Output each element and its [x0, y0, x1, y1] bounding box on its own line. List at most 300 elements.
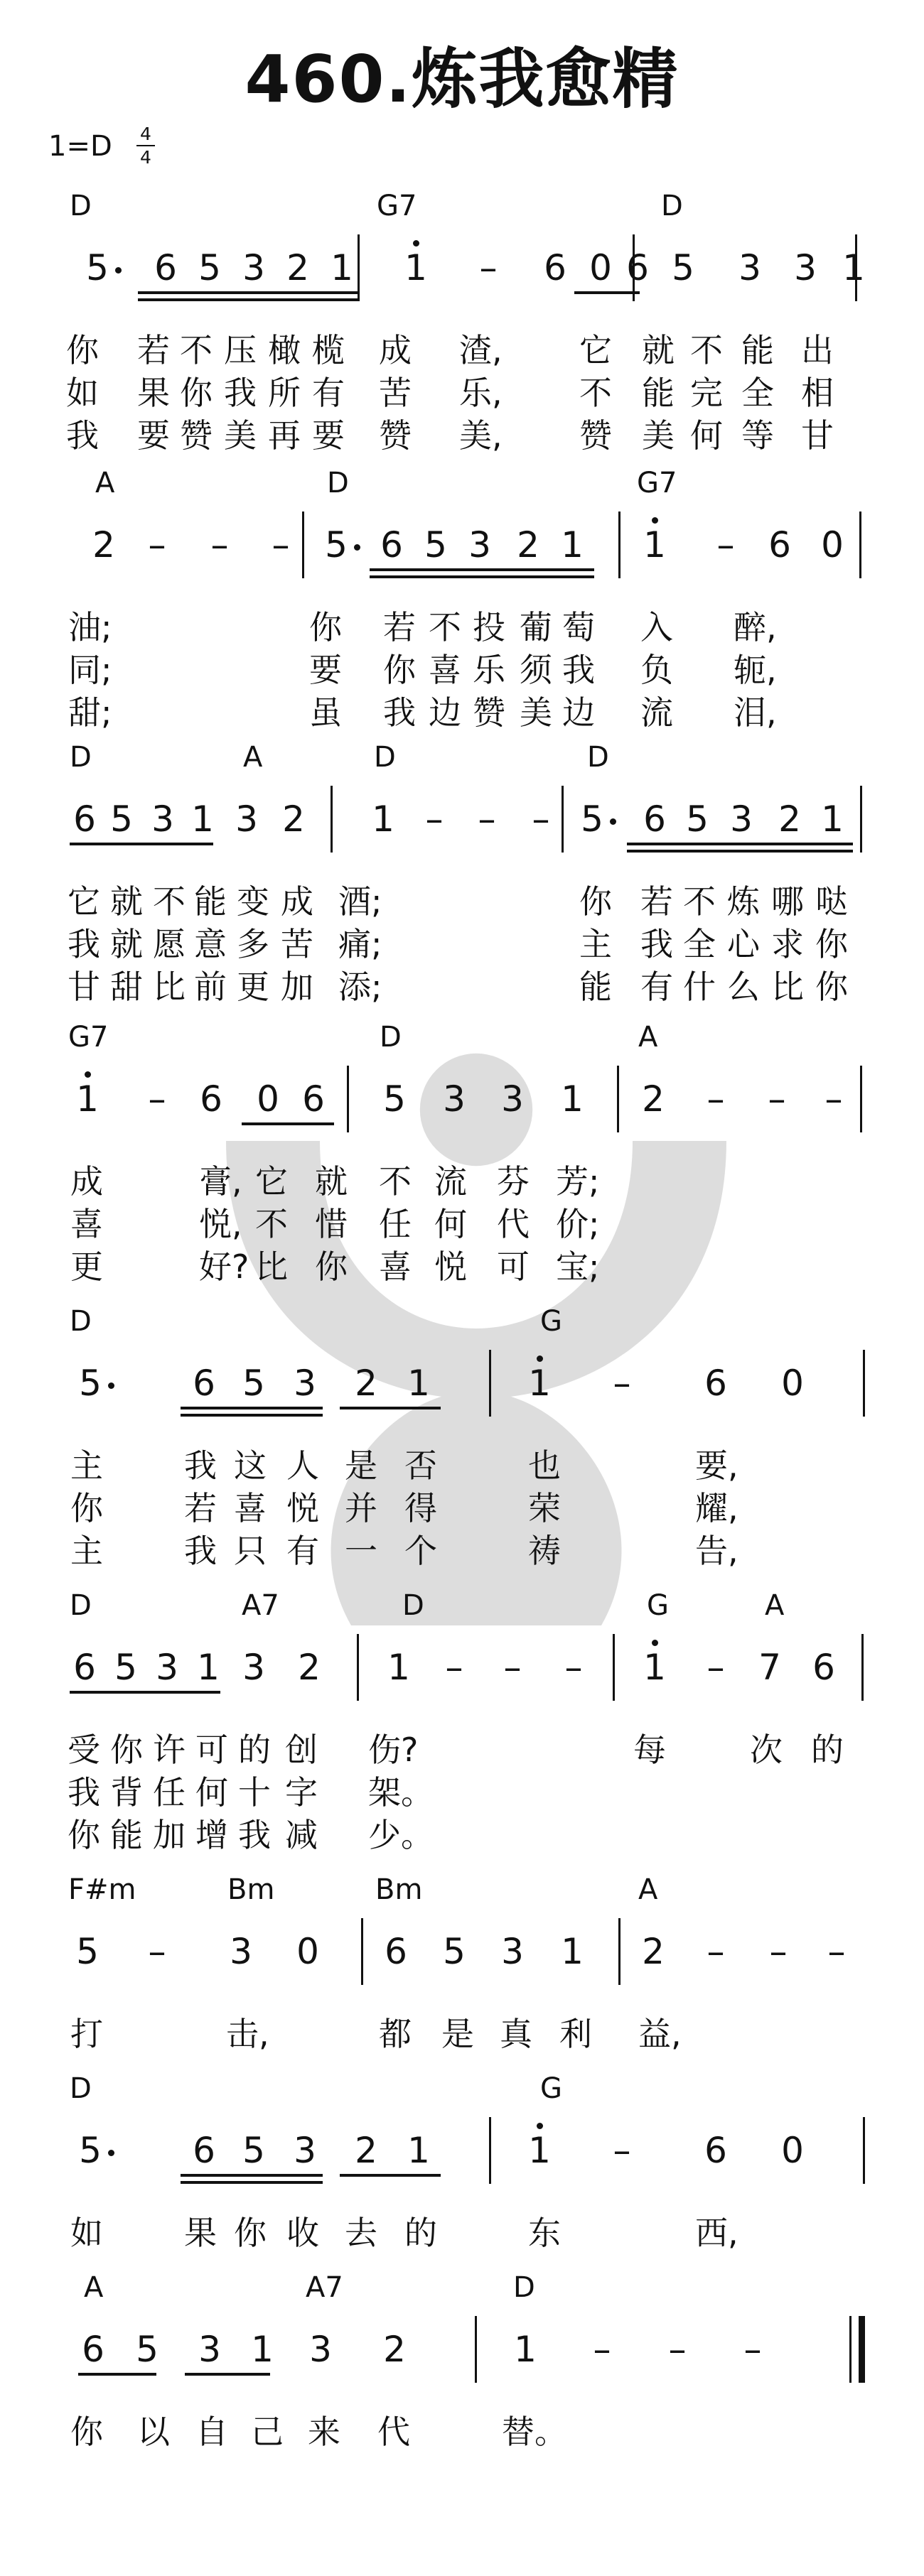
note: – [532, 799, 550, 840]
lyric-syllable: 你 [110, 1731, 143, 1769]
lyric-syllable: 出 [801, 331, 834, 369]
chord-symbol: D [513, 2271, 535, 2304]
lyric-syllable: 甜; [68, 693, 112, 732]
lyric-syllable: 荣 [528, 1489, 561, 1527]
lyric-syllable: 不 [683, 882, 716, 921]
barline [562, 786, 564, 853]
lyric-syllable: 泪, [734, 693, 777, 732]
lyric-syllable: 比 [153, 968, 186, 1006]
lyric-syllable: 你 [234, 2214, 267, 2252]
lyric-syllable: 主 [70, 1446, 103, 1485]
note: – [210, 524, 229, 565]
lyric-syllable: 美 [520, 693, 552, 732]
note: 1 [191, 799, 214, 840]
lyric-syllable: 膏, [199, 1162, 242, 1201]
score-system [0, 1307, 924, 1577]
lyric-syllable: 更 [70, 1248, 103, 1286]
lyric-syllable: 边 [562, 693, 595, 732]
lyric-syllable: 若 [383, 608, 416, 646]
chord-symbol: A [638, 1021, 658, 1054]
note: 3 [156, 1647, 178, 1688]
note: 1 [387, 1647, 410, 1688]
lyric-syllable: 击, [226, 2015, 269, 2053]
time-unit: 4 [140, 147, 151, 168]
lyric-syllable: 背 [110, 1773, 143, 1812]
lyric-syllable: 否 [404, 1446, 437, 1485]
lyric-syllable: 压 [224, 331, 257, 369]
lyric-syllable: 意 [194, 925, 227, 963]
beam-underline [762, 843, 853, 845]
lyric-syllable: 得 [404, 1489, 437, 1527]
note: 6 [302, 1078, 325, 1120]
beam-underline [181, 1414, 323, 1417]
beam-underline [340, 2174, 441, 2177]
score-system [0, 192, 924, 462]
lyric-syllable: 我 [184, 1532, 217, 1570]
lyric-syllable: 能 [579, 968, 612, 1006]
lyric-syllable: 自 [195, 2413, 228, 2451]
note: – [148, 524, 166, 565]
barline [302, 512, 304, 578]
lyric-syllable: 你 [579, 882, 612, 921]
note: 3 [794, 247, 817, 288]
lyric-syllable: 全 [741, 374, 774, 412]
lyric-syllable: 创 [285, 1731, 318, 1769]
note: 2 [92, 524, 115, 565]
lyric-syllable: 美 [642, 416, 675, 455]
note: 2 [355, 1363, 377, 1404]
octave-dot [85, 1071, 91, 1078]
note: 3 [730, 799, 753, 840]
lyric-syllable: 代 [497, 1205, 530, 1243]
barline [357, 1634, 359, 1701]
lyric-syllable: 橄 [268, 331, 301, 369]
note: 3 [443, 1078, 466, 1120]
chord-symbol: F#m [68, 1873, 136, 1906]
note: 6 [380, 524, 403, 565]
time-beats: 4 [140, 124, 151, 144]
beam-underline [627, 850, 853, 853]
beam-underline [185, 2373, 270, 2376]
note: 0 [781, 1363, 804, 1404]
lyric-syllable: 能 [741, 331, 774, 369]
lyric-syllable: 何 [195, 1773, 228, 1812]
lyric-syllable: 许 [153, 1731, 186, 1769]
note: 5 [110, 799, 133, 840]
lyric-syllable: 并 [345, 1489, 377, 1527]
lyric-syllable: 只 [234, 1532, 267, 1570]
note: 0 [257, 1078, 279, 1120]
note: 1 [404, 247, 427, 288]
note: 1 [643, 1647, 666, 1688]
note: 6 [73, 1647, 96, 1688]
lyric-syllable: 所 [268, 374, 301, 412]
note: 5 [443, 1931, 466, 1972]
note: – [425, 799, 444, 840]
lyric-syllable: 不 [180, 331, 213, 369]
beam-underline [78, 2373, 156, 2376]
note: 6 [154, 247, 177, 288]
chord-symbol: D [402, 1589, 424, 1622]
beam-underline [574, 291, 640, 294]
note: – [478, 799, 496, 840]
note: 3 [738, 247, 761, 288]
lyric-syllable: 祷 [528, 1532, 561, 1570]
note: – [668, 2329, 687, 2370]
lyric-syllable: 十 [238, 1773, 271, 1812]
augmentation-dot [108, 2150, 114, 2156]
note: 1 [76, 1078, 99, 1120]
barline [860, 1066, 862, 1132]
lyric-syllable: 就 [110, 882, 143, 921]
note: 1 [197, 1647, 220, 1688]
lyric-syllable: 同; [68, 651, 112, 689]
note: 6 [704, 1363, 727, 1404]
note: – [707, 1931, 725, 1972]
octave-dot [537, 2123, 543, 2129]
note: – [743, 2329, 762, 2370]
lyric-syllable: 悦 [286, 1489, 319, 1527]
lyric-syllable: 都 [379, 2015, 412, 2053]
lyric-syllable: 真 [500, 2015, 532, 2053]
lyric-syllable: 好? [199, 1248, 249, 1286]
lyric-syllable: 惜 [315, 1205, 348, 1243]
lyric-syllable: 更 [237, 968, 269, 1006]
chord-symbol: G [647, 1589, 669, 1622]
chord-symbol: A [765, 1589, 785, 1622]
barline [618, 512, 621, 578]
note: 6 [643, 799, 666, 840]
lyric-syllable: 喜 [234, 1489, 267, 1527]
lyric-syllable: 伤? [368, 1731, 419, 1769]
note: 3 [198, 2329, 221, 2370]
note: 1 [561, 1078, 584, 1120]
augmentation-dot [108, 1382, 114, 1389]
lyric-syllable: 美 [224, 416, 257, 455]
chord-symbol: D [70, 1589, 92, 1622]
score-system [0, 1023, 924, 1293]
lyric-syllable: 一 [345, 1532, 377, 1570]
lyric-syllable: 就 [110, 925, 143, 963]
note: 1 [842, 247, 865, 288]
note: 1 [407, 2130, 430, 2171]
chord-symbol: D [587, 741, 609, 774]
lyric-syllable: 可 [195, 1731, 228, 1769]
lyric-syllable: 全 [683, 925, 716, 963]
lyric-syllable: 你 [70, 1489, 103, 1527]
lyric-syllable: 何 [434, 1205, 467, 1243]
lyric-syllable: 悦, [199, 1205, 242, 1243]
lyric-syllable: 乐 [473, 651, 505, 689]
chord-symbol: D [374, 741, 396, 774]
lyric-syllable: 耀, [695, 1489, 738, 1527]
note: 3 [309, 2329, 332, 2370]
note: 5 [79, 2130, 102, 2171]
augmentation-dot [610, 818, 616, 825]
beam-underline [70, 843, 213, 845]
beam-underline [70, 1691, 220, 1694]
lyric-syllable: 哒 [815, 882, 848, 921]
note: 1 [643, 524, 666, 565]
lyric-syllable: 萄 [562, 608, 595, 646]
note: 6 [768, 524, 791, 565]
lyric-syllable: 少。 [368, 1816, 434, 1854]
note: 1 [561, 1931, 584, 1972]
lyric-syllable: 不 [690, 331, 723, 369]
note: – [768, 1078, 786, 1120]
chord-symbol: Bm [227, 1873, 275, 1906]
lyric-syllable: 是 [345, 1446, 377, 1485]
chord-symbol: G7 [68, 1021, 109, 1054]
barline [361, 1918, 363, 1985]
note: – [148, 1078, 166, 1120]
lyric-syllable: 如 [70, 2214, 103, 2252]
lyric-syllable: 若 [184, 1489, 217, 1527]
octave-dot [652, 517, 658, 524]
lyric-syllable: 成 [281, 882, 313, 921]
barline [863, 1350, 865, 1417]
lyric-syllable: 有 [640, 968, 673, 1006]
chord-symbol: D [70, 741, 92, 774]
lyric-syllable: 我 [68, 1773, 100, 1812]
note: 3 [501, 1931, 524, 1972]
chord-symbol: D [380, 1021, 402, 1054]
lyric-syllable: 能 [110, 1816, 143, 1854]
note: 6 [73, 799, 96, 840]
note: 6 [82, 2329, 104, 2370]
lyric-syllable: 主 [70, 1532, 103, 1570]
lyric-syllable: 每 [633, 1731, 666, 1769]
lyric-syllable: 要 [309, 651, 342, 689]
lyric-syllable: 价; [556, 1205, 600, 1243]
lyric-syllable: 字 [285, 1773, 318, 1812]
lyric-syllable: 受 [68, 1731, 100, 1769]
lyric-syllable: 边 [429, 693, 461, 732]
chord-symbol: G7 [377, 190, 417, 222]
barline [860, 786, 862, 853]
lyric-syllable: 赞 [473, 693, 505, 732]
lyric-syllable: 甘 [68, 968, 100, 1006]
note: 1 [407, 1363, 430, 1404]
lyric-syllable: 赞 [579, 416, 612, 455]
lyric-syllable: 不 [429, 608, 461, 646]
lyric-syllable: 利 [559, 2015, 592, 2053]
lyric-syllable: 甘 [801, 416, 834, 455]
note: 3 [151, 799, 174, 840]
lyric-syllable: 减 [285, 1816, 318, 1854]
note: – [707, 1078, 725, 1120]
lyric-syllable: 我 [224, 374, 257, 412]
lyric-syllable: 葡 [520, 608, 552, 646]
lyric-syllable: 添; [338, 968, 382, 1006]
lyric-syllable: 炼 [727, 882, 760, 921]
note: 6 [193, 2130, 215, 2171]
beam-underline [500, 568, 594, 571]
note: – [564, 1647, 583, 1688]
lyric-syllable: 虽 [309, 693, 342, 732]
note: – [613, 2130, 631, 2171]
barline [617, 1066, 619, 1132]
note: 1 [528, 1363, 551, 1404]
lyric-syllable: 油; [68, 608, 112, 646]
note: 6 [812, 1647, 835, 1688]
note: – [445, 1647, 463, 1688]
lyric-syllable: 我 [640, 925, 673, 963]
lyric-syllable: 若 [640, 882, 673, 921]
note: 3 [468, 524, 491, 565]
note: 3 [230, 1931, 252, 1972]
lyric-syllable: 赞 [379, 416, 412, 455]
lyric-syllable: 你 [68, 1816, 100, 1854]
lyric-syllable: 甜 [110, 968, 143, 1006]
chord-symbol: G [540, 2072, 562, 2105]
lyric-syllable: 东 [528, 2214, 561, 2252]
note: 1 [514, 2329, 537, 2370]
barline [331, 786, 333, 853]
note: 5 [76, 1931, 99, 1972]
augmentation-dot [115, 267, 122, 274]
beam-underline [370, 575, 594, 578]
lyric-syllable: 如 [66, 374, 99, 412]
note: – [827, 1931, 846, 1972]
lyric-syllable: 己 [251, 2413, 284, 2451]
chord-symbol: D [327, 467, 349, 499]
lyric-syllable: 酒; [338, 882, 382, 921]
lyric-syllable: 我 [184, 1446, 217, 1485]
lyric-syllable: 你 [70, 2413, 103, 2451]
lyric-syllable: 果 [184, 2214, 217, 2252]
score-system [0, 743, 924, 1013]
lyric-syllable: 它 [579, 331, 612, 369]
lyric-syllable: 求 [771, 925, 804, 963]
lyric-syllable: 比 [255, 1248, 288, 1286]
beam-underline [181, 1407, 323, 1409]
lyric-syllable: 相 [801, 374, 834, 412]
lyric-syllable: 醉, [734, 608, 777, 646]
lyric-syllable: 益, [638, 2015, 682, 2053]
note: 1 [251, 2329, 274, 2370]
lyric-syllable: 收 [286, 2214, 319, 2252]
octave-dot [413, 240, 419, 247]
note: – [707, 1647, 725, 1688]
lyric-syllable: 西, [695, 2214, 738, 2252]
lyric-syllable: 它 [68, 882, 100, 921]
note: 6 [385, 1931, 407, 1972]
note: 5 [686, 799, 709, 840]
note: 0 [781, 2130, 804, 2171]
note: – [716, 524, 735, 565]
lyric-syllable: 有 [312, 374, 345, 412]
chord-symbol: D [70, 1305, 92, 1338]
lyric-syllable: 若 [137, 331, 170, 369]
note: 5 [136, 2329, 159, 2370]
note: 5 [79, 1363, 102, 1404]
lyric-syllable: 负 [640, 651, 673, 689]
lyric-syllable: 要 [137, 416, 170, 455]
chord-symbol: D [70, 190, 92, 222]
note: 2 [642, 1078, 665, 1120]
barline [861, 1634, 864, 1701]
lyric-syllable: 喜 [429, 651, 461, 689]
lyric-syllable: 不 [579, 374, 612, 412]
barline [859, 512, 861, 578]
lyric-syllable: 以 [137, 2413, 170, 2451]
note: 1 [372, 799, 394, 840]
note: 5 [242, 1363, 265, 1404]
note: 5 [86, 247, 109, 288]
note: 5 [242, 2130, 265, 2171]
lyric-syllable: 你 [309, 608, 342, 646]
chord-symbol: A [84, 2271, 104, 2304]
lyric-syllable: 什 [683, 968, 716, 1006]
lyric-syllable: 增 [195, 1816, 228, 1854]
barline [618, 1918, 621, 1985]
score-system [0, 1591, 924, 1861]
lyric-syllable: 不 [153, 882, 186, 921]
lyric-syllable: 去 [345, 2214, 377, 2252]
note: 5 [325, 524, 348, 565]
note: 2 [355, 2130, 377, 2171]
beam-underline [242, 1122, 334, 1125]
chord-symbol: A [243, 741, 263, 774]
key-signature: 1=D [48, 130, 112, 163]
lyric-syllable: 我 [68, 925, 100, 963]
note: 5 [581, 799, 603, 840]
lyric-syllable: 打 [70, 2015, 103, 2053]
note: 2 [778, 799, 801, 840]
lyric-syllable: 这 [234, 1446, 267, 1485]
note: 5 [383, 1078, 406, 1120]
lyric-syllable: 可 [497, 1248, 530, 1286]
score-system [0, 2273, 924, 2543]
lyric-syllable: 任 [153, 1773, 186, 1812]
octave-dot [537, 1355, 543, 1362]
lyric-syllable: 它 [255, 1162, 288, 1201]
lyric-syllable: 前 [194, 968, 227, 1006]
lyric-syllable: 成 [379, 331, 412, 369]
lyric-syllable: 何 [690, 416, 723, 455]
beam-underline [181, 2174, 323, 2177]
lyric-syllable: 芬 [497, 1162, 530, 1201]
lyric-syllable: 投 [473, 608, 505, 646]
octave-dot [652, 1640, 658, 1646]
note: 6 [704, 2130, 727, 2171]
lyric-syllable: 心 [727, 925, 760, 963]
lyric-syllable: 我 [562, 651, 595, 689]
lyric-syllable: 果 [137, 374, 170, 412]
note: 2 [286, 247, 309, 288]
lyric-syllable: 比 [771, 968, 804, 1006]
chord-symbol: Bm [375, 1873, 423, 1906]
note: – [272, 524, 290, 565]
lyric-syllable: 你 [315, 1248, 348, 1286]
lyric-syllable: 你 [815, 968, 848, 1006]
lyric-syllable: 榄 [312, 331, 345, 369]
page-title: 460.炼我愈精 [245, 41, 679, 117]
barline [863, 2117, 865, 2184]
lyric-syllable: 任 [379, 1205, 412, 1243]
lyric-syllable: 芳; [556, 1162, 600, 1201]
lyric-syllable: 次 [750, 1731, 783, 1769]
note: 2 [282, 799, 305, 840]
note: 6 [544, 247, 566, 288]
barline [475, 2316, 477, 2383]
lyric-syllable: 替。 [502, 2413, 567, 2451]
lyric-syllable: 要 [312, 416, 345, 455]
note: – [148, 1931, 166, 1972]
chord-symbol: G7 [637, 467, 677, 499]
lyric-syllable: 须 [520, 651, 552, 689]
